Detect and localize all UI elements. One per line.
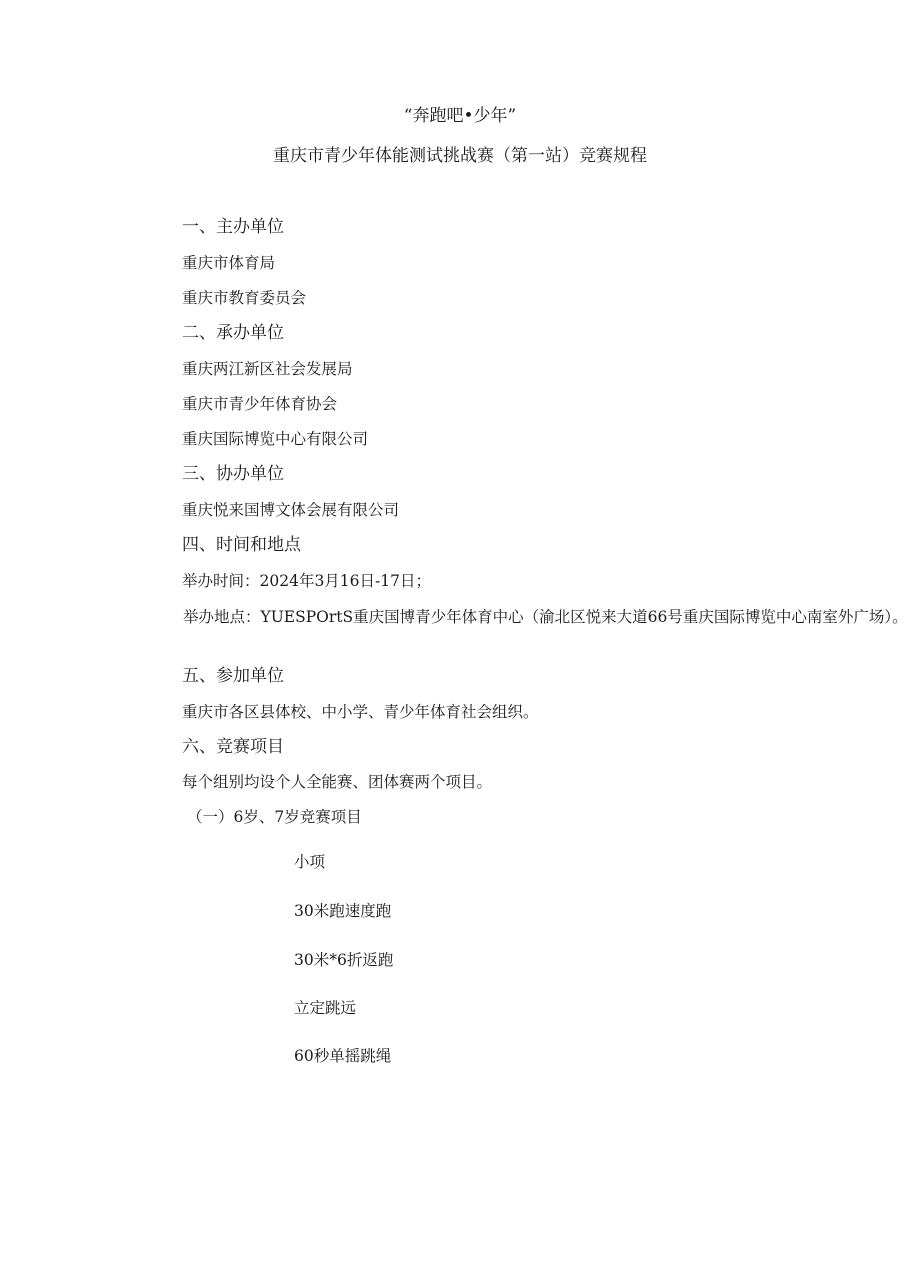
organizer-item: 重庆市体育局 <box>182 254 276 272</box>
event-item: 30米*6折返跑 <box>294 951 394 969</box>
event-venue: 举办地点：YUESPOrtS重庆国博青少年体育中心（渝北区悦来大道66号重庆国际博览中心南室外广场）。 <box>183 608 908 626</box>
document-title: 重庆市青少年体能测试挑战赛（第一站）竞赛规程 <box>273 146 647 166</box>
events-table-header: 小项 <box>294 853 326 871</box>
document-title-slogan: “奔跑吧•少年” <box>403 106 517 126</box>
host-item: 重庆国际博览中心有限公司 <box>182 430 369 448</box>
event-item: 立定跳远 <box>294 999 357 1017</box>
co-organizer-item: 重庆悦来国博文体会展有限公司 <box>182 501 400 519</box>
section-heading-organizers: 一、主办单位 <box>182 217 284 237</box>
section-heading-co-organizers: 三、协办单位 <box>182 464 284 484</box>
section-heading-events: 六、竞赛项目 <box>182 737 284 757</box>
event-time: 举办时间：2024年3月16日-17日； <box>182 572 431 590</box>
host-item: 重庆市青少年体育协会 <box>182 395 338 413</box>
host-item: 重庆两江新区社会发展局 <box>182 360 353 378</box>
event-item: 30米跑速度跑 <box>294 902 392 920</box>
section-heading-hosts: 二、承办单位 <box>182 323 284 343</box>
section-heading-time-place: 四、时间和地点 <box>182 535 301 555</box>
event-item: 60秒单摇跳绳 <box>294 1047 392 1065</box>
section-heading-participants: 五、参加单位 <box>182 666 284 686</box>
events-text: 每个组别均设个人全能赛、团体赛两个项目。 <box>182 773 493 791</box>
organizer-item: 重庆市教育委员会 <box>182 289 307 307</box>
participants-text: 重庆市各区县体校、中小学、青少年体育社会组织。 <box>182 703 539 721</box>
sub-heading-age-group: （一）6岁、7岁竞赛项目 <box>187 808 362 826</box>
